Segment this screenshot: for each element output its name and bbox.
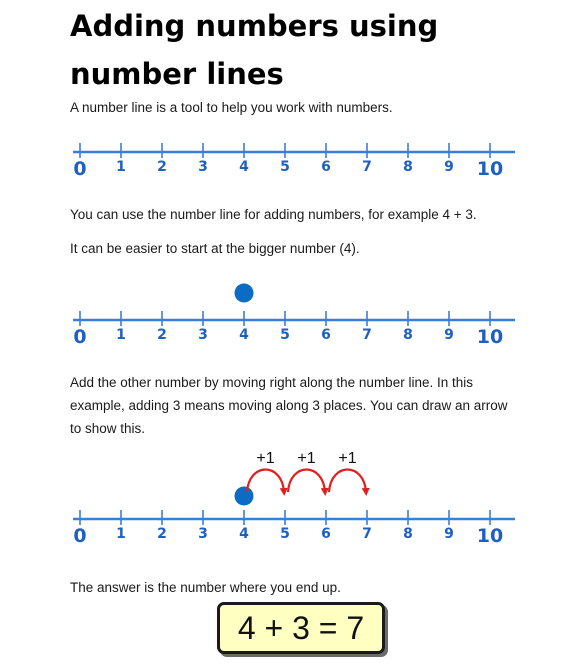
nl3-label-4: 4 xyxy=(239,526,249,542)
nl1-label-1: 1 xyxy=(116,159,126,175)
number-line-3-svg xyxy=(70,446,520,556)
nl1-label-4: 4 xyxy=(239,159,249,175)
nl2-label-7: 7 xyxy=(362,327,372,343)
nl1-label-3: 3 xyxy=(198,159,208,175)
nl2-label-6: 6 xyxy=(321,327,331,343)
intro-text: A number line is a tool to help you work with numbers. xyxy=(70,100,393,115)
nl1-label-0: 0 xyxy=(73,158,87,180)
nl1-label-2: 2 xyxy=(157,159,167,175)
nl2-label-4: 4 xyxy=(239,327,249,343)
page-title: Adding numbers using number lines xyxy=(70,9,439,91)
nl2-label-5: 5 xyxy=(280,327,290,343)
bigger-number-text: It can be easier to start at the bigger number (4). xyxy=(70,241,360,256)
nl3-label-3: 3 xyxy=(198,526,208,542)
nl3-label-7: 7 xyxy=(362,526,372,542)
nl3-label-8: 8 xyxy=(403,526,413,542)
number-line-1-svg xyxy=(70,140,520,190)
nl1-label-9: 9 xyxy=(444,159,454,175)
start-dot xyxy=(235,284,254,303)
nl1-label-7: 7 xyxy=(362,159,372,175)
nl2-label-9: 9 xyxy=(444,327,454,343)
move-text: Add the other number by moving right along the number line. In this example, adding 3 means moving along 3 places. You can draw an arrow to show this. xyxy=(70,375,508,436)
jump-label-1: +1 xyxy=(256,450,275,467)
number-line-2 xyxy=(70,278,520,348)
nl2-label-3: 3 xyxy=(198,327,208,343)
answer-equation-box xyxy=(217,602,385,654)
nl1-label-8: 8 xyxy=(403,159,413,175)
nl2-label-10: 10 xyxy=(476,326,504,348)
number-line-1 xyxy=(70,140,520,190)
jump-arrow-3 xyxy=(329,470,366,493)
answer-text: The answer is the number where you end up. xyxy=(70,580,341,595)
nl3-label-9: 9 xyxy=(444,526,454,542)
nl1-label-6: 6 xyxy=(321,159,331,175)
nl3-label-2: 2 xyxy=(157,526,167,542)
nl3-label-6: 6 xyxy=(321,526,331,542)
nl1-label-5: 5 xyxy=(280,159,290,175)
number-line-2-svg xyxy=(70,278,520,353)
nl2-label-0: 0 xyxy=(73,326,87,348)
example-text: You can use the number line for adding numbers, for example 4 + 3. xyxy=(70,207,477,222)
nl2-label-1: 1 xyxy=(116,327,126,343)
nl2-label-2: 2 xyxy=(157,327,167,343)
jump-arrow-2 xyxy=(288,470,325,493)
nl2-label-8: 8 xyxy=(403,327,413,343)
number-line-3 xyxy=(70,446,520,547)
nl3-label-5: 5 xyxy=(280,526,290,542)
jump-arrow-1 xyxy=(247,470,284,493)
nl1-label-10: 10 xyxy=(476,158,504,180)
start-dot-2 xyxy=(235,487,254,506)
answer-equation: 4 + 3 = 7 xyxy=(237,610,365,646)
nl3-label-10: 10 xyxy=(476,525,504,547)
jump-label-2: +1 xyxy=(297,450,316,467)
jump-label-3: +1 xyxy=(338,450,357,467)
nl3-label-0: 0 xyxy=(73,525,87,547)
nl3-label-1: 1 xyxy=(116,526,126,542)
